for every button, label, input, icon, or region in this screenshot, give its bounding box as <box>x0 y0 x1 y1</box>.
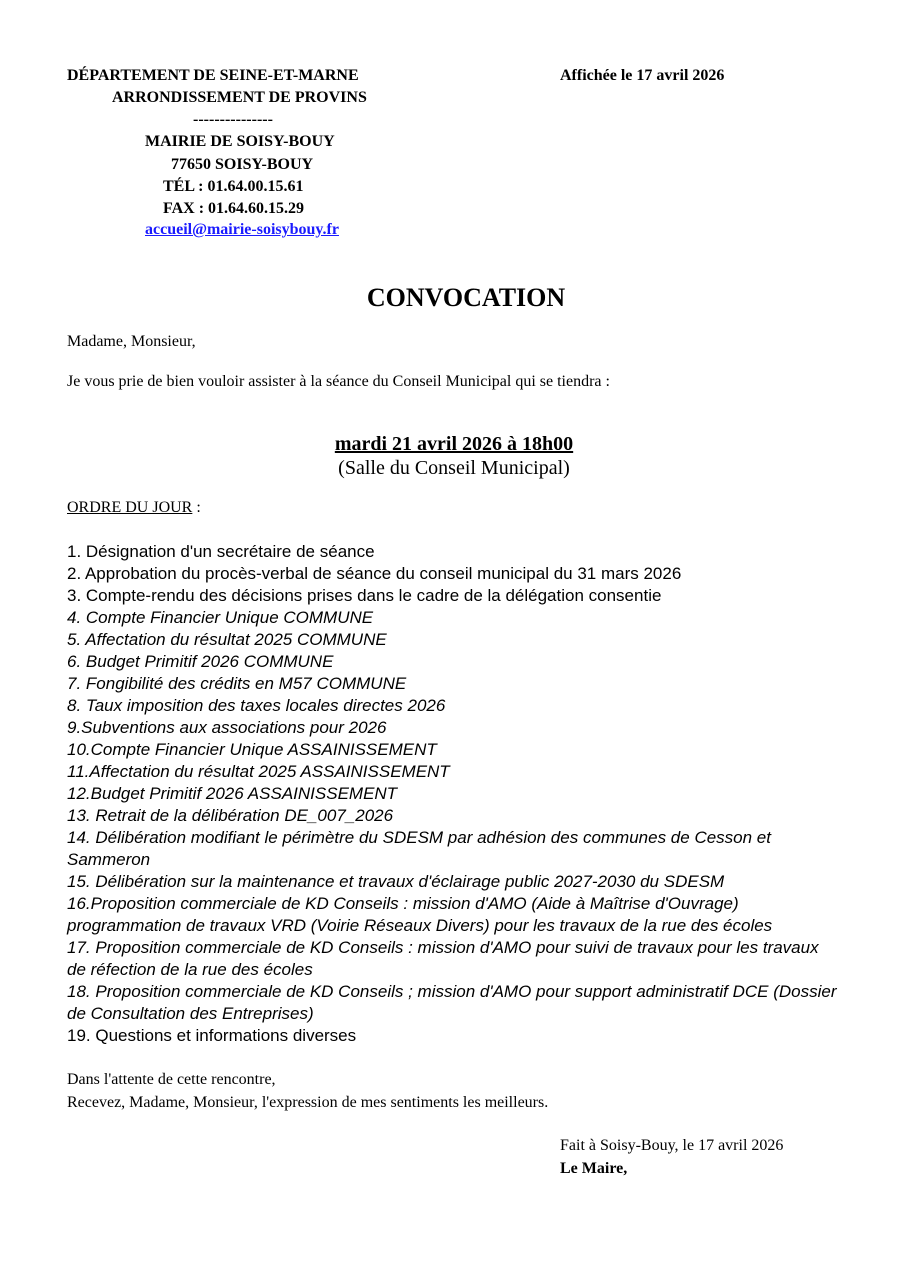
page-title: CONVOCATION <box>366 283 566 312</box>
agenda-item: 17. Proposition commerciale de KD Conseils : mission d'AMO pour suivi de travaux pour les travaux de réfection de la rue des écoles <box>67 938 819 979</box>
arrondissement-line: ARRONDISSEMENT DE PROVINS <box>112 89 367 106</box>
agenda-item: 3. Compte-rendu des décisions prises dans le cadre de la délégation consentie <box>67 586 662 605</box>
agenda-item: 16.Proposition commerciale de KD Conseils : mission d'AMO (Aide à Maîtrise d'Ouvrage) programmation de travaux VRD (Voirie Réseaux Divers) pour les travaux de la rue des écoles <box>67 894 773 935</box>
closing-line-1: Dans l'attente de cette rencontre, <box>67 1071 276 1088</box>
agenda-item: 14. Délibération modifiant le périmètre du SDESM par adhésion des communes de Cesson et Sammeron <box>67 828 771 869</box>
agenda-heading <box>67 499 201 517</box>
agenda-item: 19. Questions et informations diverses <box>67 1026 357 1045</box>
agenda-item: 6. Budget Primitif 2026 COMMUNE <box>67 652 334 671</box>
department-line: DÉPARTEMENT DE SEINE-ET-MARNE <box>67 67 359 84</box>
signature-role: Le Maire, <box>560 1160 628 1177</box>
salutation: Madame, Monsieur, <box>67 333 196 350</box>
mairie-tel: TÉL : 01.64.00.15.61 <box>163 178 304 195</box>
agenda-item: 11.Affectation du résultat 2025 ASSAINISSEMENT <box>67 762 450 781</box>
mairie-city: 77650 SOISY-BOUY <box>171 156 314 173</box>
mairie-name: MAIRIE DE SOISY-BOUY <box>145 133 335 150</box>
meeting-date: mardi 21 avril 2026 à 18h00 <box>334 433 574 455</box>
signature-place-date: Fait à Soisy-Bouy, le 17 avril 2026 <box>560 1137 784 1154</box>
agenda-heading-suffix: : <box>192 499 201 516</box>
agenda-item: 12.Budget Primitif 2026 ASSAINISSEMENT <box>67 784 398 803</box>
posted-date: Affichée le 17 avril 2026 <box>560 67 725 84</box>
mairie-fax: FAX : 01.64.60.15.29 <box>163 200 305 217</box>
agenda-item: 1. Désignation d'un secrétaire de séance <box>67 542 375 561</box>
agenda-item: 9.Subventions aux associations pour 2026 <box>67 718 387 737</box>
agenda-item: 7. Fongibilité des crédits en M57 COMMUNE <box>67 674 407 693</box>
agenda-item: 15. Délibération sur la maintenance et travaux d'éclairage public 2027-2030 du SDESM <box>67 872 725 891</box>
agenda-item: 5. Affectation du résultat 2025 COMMUNE <box>67 630 387 649</box>
agenda-item: 4. Compte Financier Unique COMMUNE <box>67 608 374 627</box>
closing-line-2: Recevez, Madame, Monsieur, l'expression de mes sentiments les meilleurs. <box>67 1094 549 1111</box>
agenda-item: 2. Approbation du procès-verbal de séance du conseil municipal du 31 mars 2026 <box>67 564 682 583</box>
agenda-item: 18. Proposition commerciale de KD Conseils ; mission d'AMO pour support administratif DCE (Dossier de Consultation des Entreprises) <box>67 982 837 1023</box>
agenda-item: 13. Retrait de la délibération DE_007_2026 <box>67 806 394 825</box>
meeting-place: (Salle du Conseil Municipal) <box>338 457 570 479</box>
header-separator: --------------- <box>193 111 273 128</box>
mairie-email-link[interactable]: accueil@mairie-soisybouy.fr <box>145 221 339 238</box>
intro-text: Je vous prie de bien vouloir assister à la séance du Conseil Municipal qui se tiendra : <box>67 373 610 390</box>
agenda-item: 10.Compte Financier Unique ASSAINISSEMENT <box>67 740 437 759</box>
agenda-item: 8. Taux imposition des taxes locales directes 2026 <box>67 696 446 715</box>
agenda-list <box>67 541 837 1047</box>
agenda-heading-label: ORDRE DU JOUR <box>67 499 193 516</box>
